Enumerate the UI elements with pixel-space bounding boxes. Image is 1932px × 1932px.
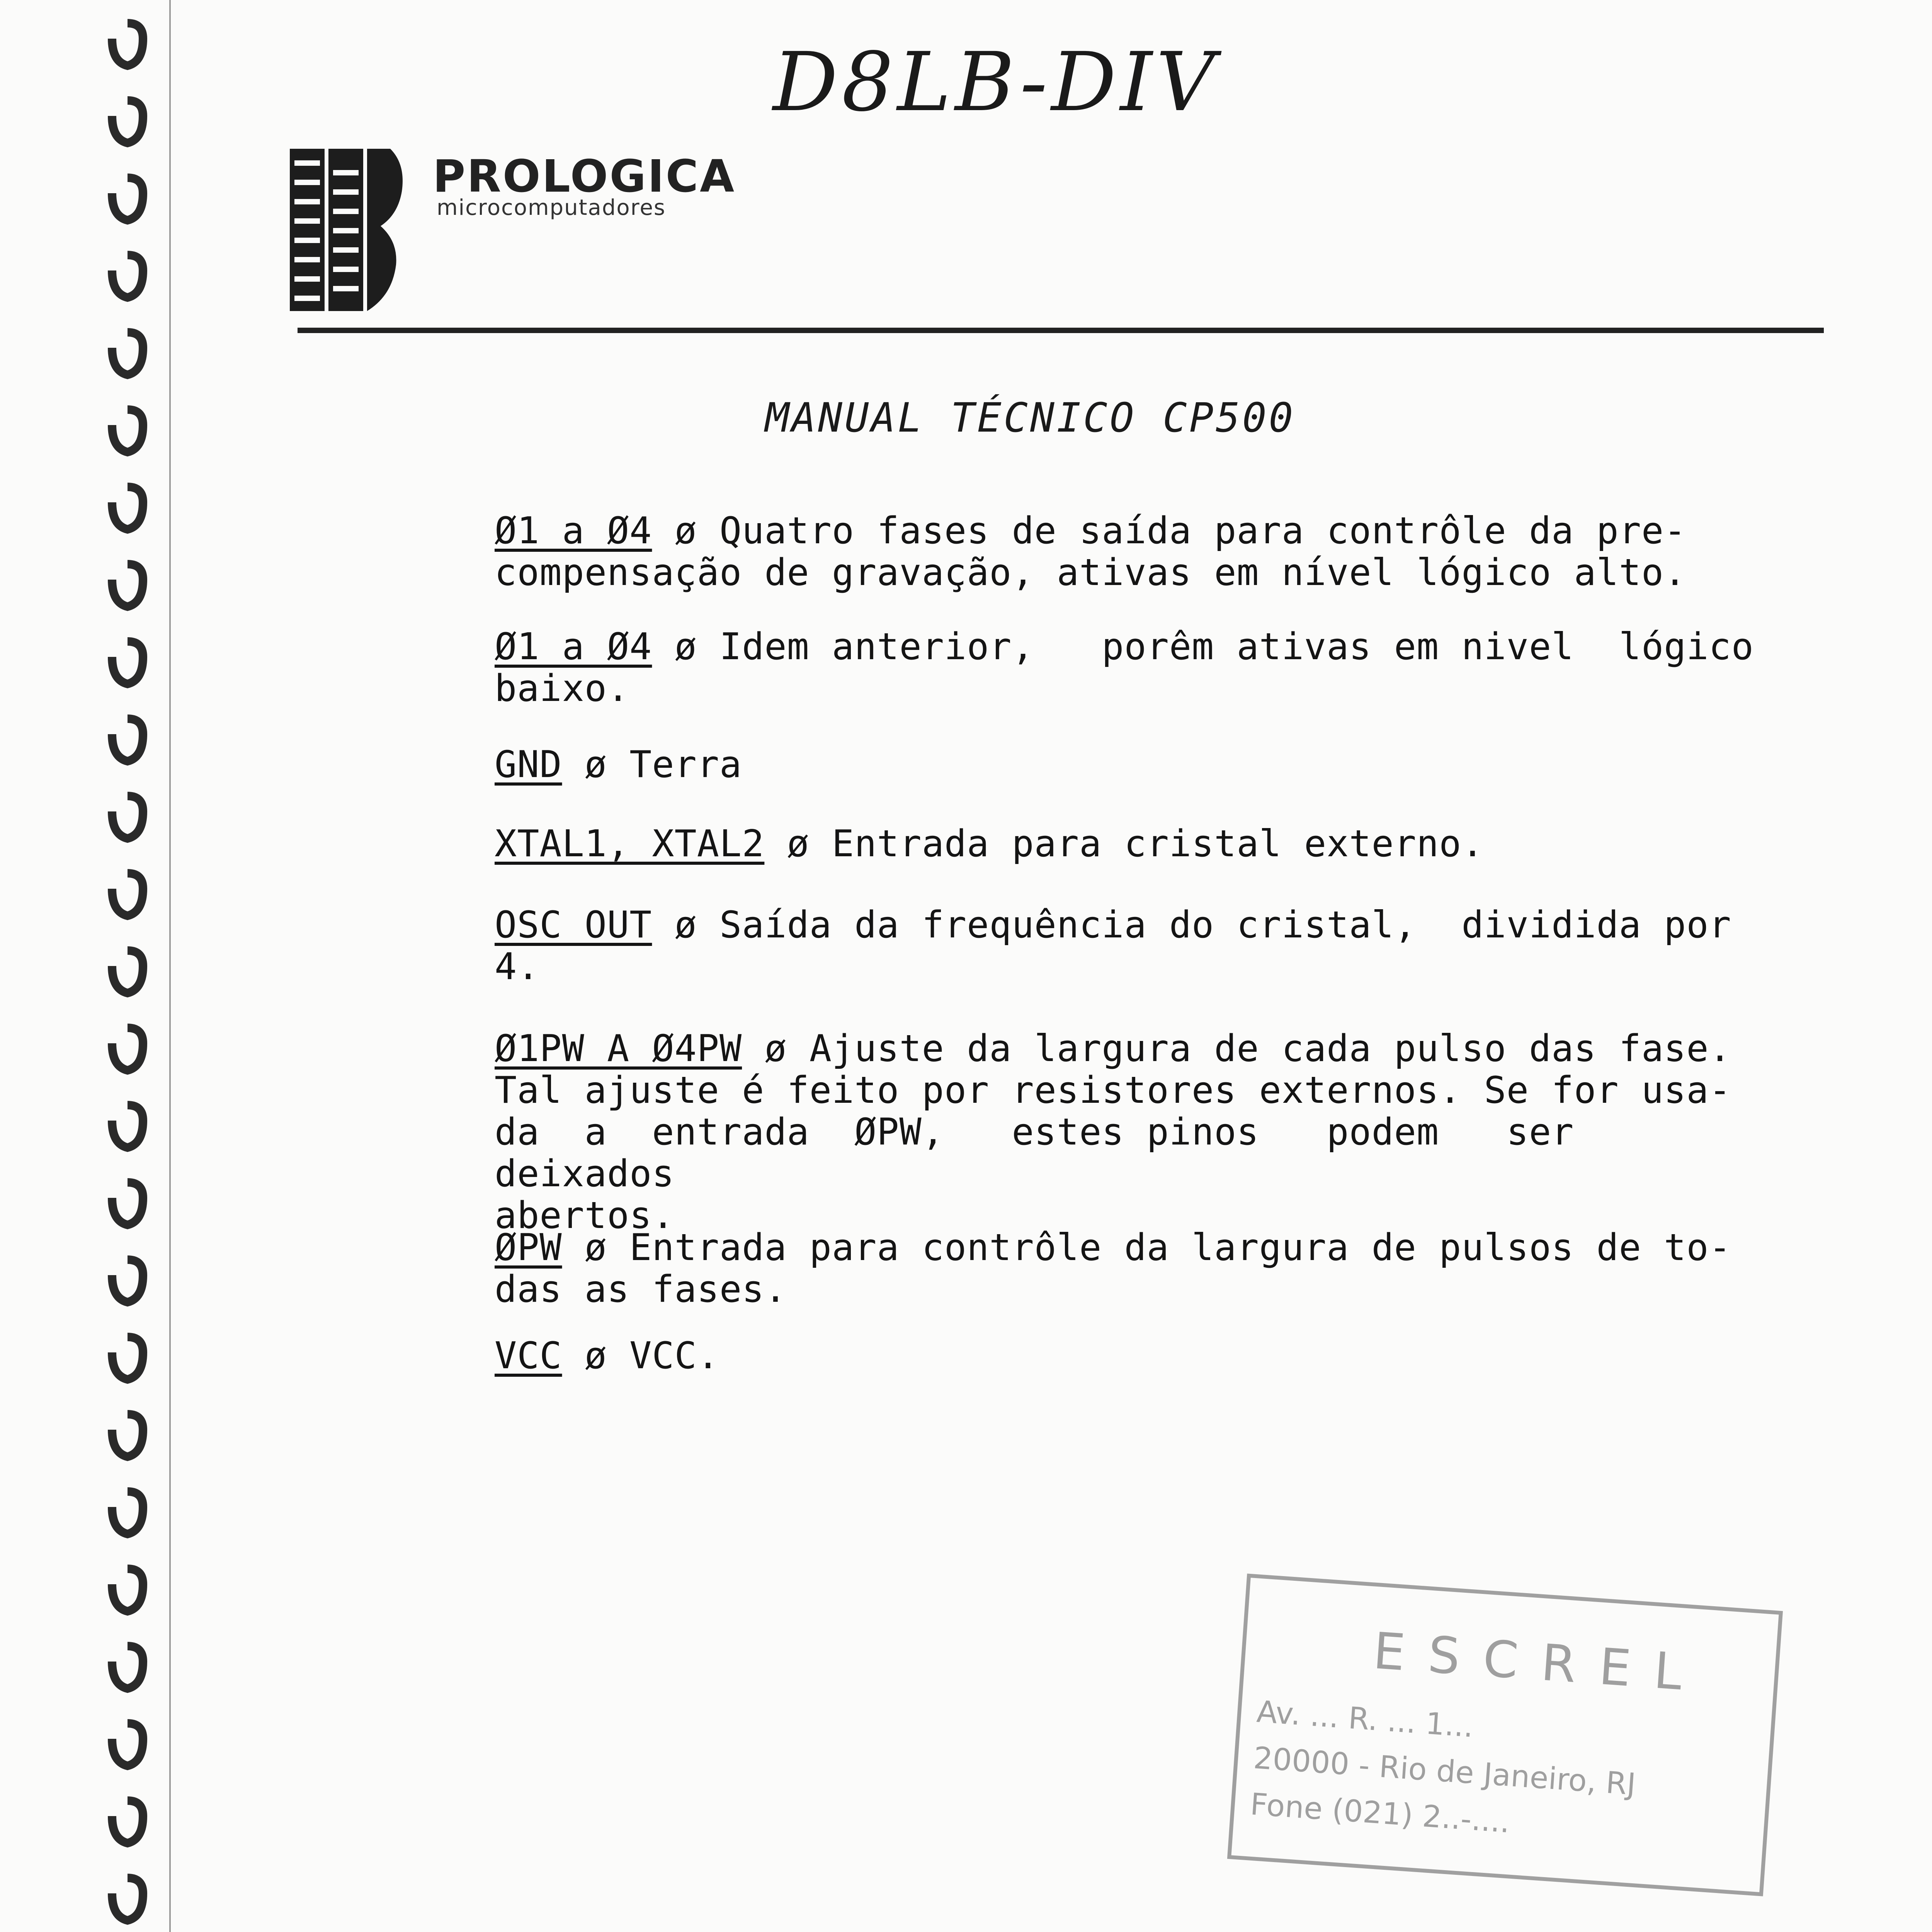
- perforation-hole: [112, 873, 143, 916]
- perforation-hole: [112, 332, 143, 375]
- logo-tagline: microcomputadores: [437, 195, 666, 220]
- signal-text: ø Terra: [562, 743, 742, 786]
- perforation-hole: [112, 1182, 143, 1225]
- perforation-hole: [112, 1492, 143, 1534]
- signal-name: VCC: [495, 1335, 562, 1377]
- perforation-hole: [112, 23, 143, 66]
- stamp-address-line: Av. ... R. ... 1...: [1255, 1694, 1475, 1745]
- signal-name: ØPW: [495, 1226, 562, 1269]
- signal-text: ø Idem anterior, porêm ativas em nivel lógico baixo.: [495, 626, 1754, 710]
- stamp-phone-line: Fone (021) 2..-....: [1249, 1787, 1511, 1840]
- signal-name: GND: [495, 743, 562, 786]
- perforation-hole: [112, 100, 143, 143]
- stamp-address-line: 20000 - Rio de Janeiro, RJ: [1252, 1740, 1637, 1802]
- signal-description: [495, 1335, 1785, 1377]
- signal-description: [495, 904, 1785, 988]
- perforation-hole: [112, 951, 143, 993]
- perforation-hole: [112, 1105, 143, 1148]
- perforation-hole: [112, 641, 143, 684]
- signal-text: ø Entrada para cristal externo.: [764, 823, 1484, 865]
- perforation-hole: [112, 1569, 143, 1611]
- perforation-strip: [0, 0, 182, 1932]
- stamp-company-name: ESCREL: [1371, 1621, 1707, 1703]
- perforation-hole: [112, 1723, 143, 1766]
- perforation-hole: [112, 1260, 143, 1302]
- document-title: MANUAL TÉCNICO CP500: [765, 394, 1296, 441]
- perforation-hole: [112, 719, 143, 761]
- signal-text: ø Ajuste da largura de cada pulso das fase. Tal ajuste é feito por resistores externos. Se for usa- da a entrada ØPW, estes pinos podem ser deixados abertos.: [495, 1027, 1731, 1237]
- perforation-hole: [112, 410, 143, 452]
- signal-name: OSC OUT: [495, 904, 652, 946]
- signal-description: [495, 1227, 1785, 1310]
- logo-wordmark: PROLOGICA: [433, 151, 736, 202]
- prologica-logo-icon: [290, 149, 406, 311]
- perforation-hole: [112, 1337, 143, 1379]
- header-rule: [298, 328, 1824, 333]
- signal-text: ø Entrada para contrôle da largura de pulsos de to- das as fases.: [495, 1226, 1731, 1311]
- signal-description: [495, 626, 1785, 709]
- perforation-hole: [112, 178, 143, 220]
- signal-text: ø Saída da frequência do cristal, dividida por 4.: [495, 904, 1731, 988]
- signal-text: ø Quatro fases de saída para contrôle da pre- compensação de gravação, ativas em nível lógico alto.: [495, 510, 1687, 594]
- perforation-hole: [112, 564, 143, 607]
- signal-name: XTAL1, XTAL2: [495, 823, 765, 865]
- perforation-hole: [112, 1878, 143, 1920]
- signal-text: ø VCC.: [562, 1335, 719, 1377]
- signal-name: Ø1 a Ø4: [495, 626, 652, 668]
- signal-description: [495, 1028, 1785, 1236]
- perforation-hole: [112, 1414, 143, 1457]
- perforation-hole: [112, 1028, 143, 1070]
- signal-description: [495, 744, 1785, 786]
- signal-name: Ø1 a Ø4: [495, 510, 652, 552]
- perforation-hole: [112, 1646, 143, 1689]
- handwritten-top-reference: D8LB-DIV: [773, 35, 1219, 129]
- perforation-hole: [112, 255, 143, 298]
- signal-description: [495, 510, 1785, 594]
- perforation-hole: [112, 796, 143, 838]
- perforation-hole: [112, 1801, 143, 1843]
- company-stamp: [1227, 1573, 1783, 1896]
- signal-description: [495, 823, 1785, 865]
- perforation-hole: [112, 487, 143, 529]
- signal-name: Ø1PW A Ø4PW: [495, 1027, 742, 1070]
